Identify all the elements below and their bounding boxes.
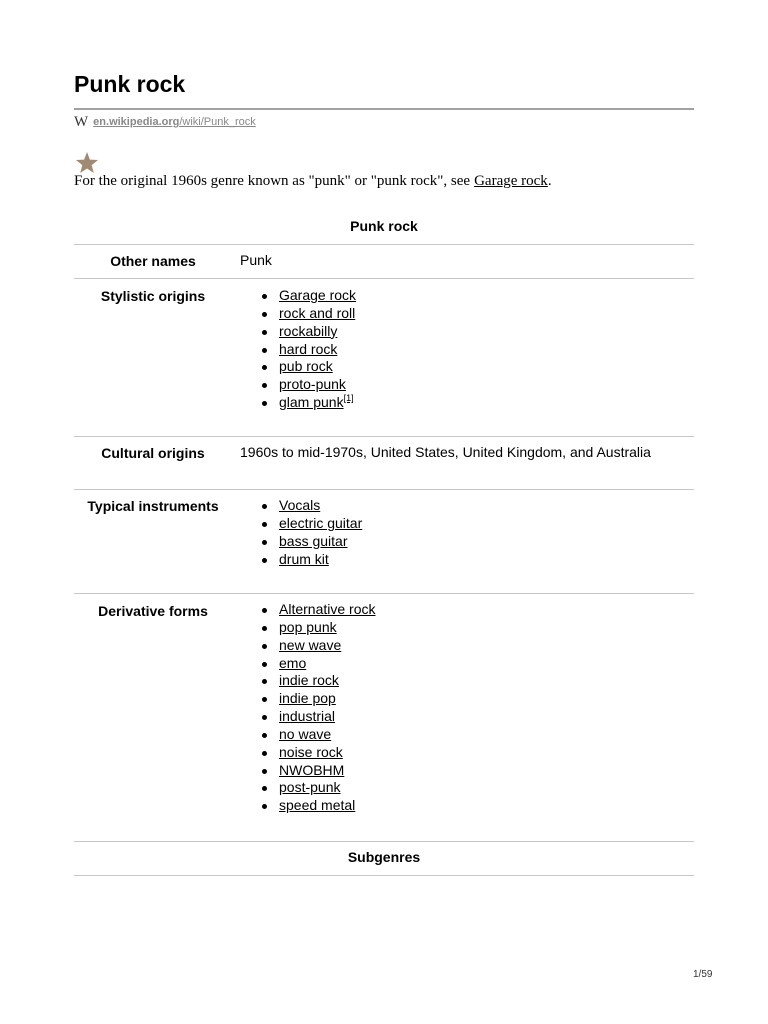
citation-link[interactable]: [1] bbox=[343, 393, 354, 404]
infobox-divider bbox=[74, 593, 694, 594]
other-names-label: Other names bbox=[110, 253, 196, 269]
wikipedia-logo-icon: W bbox=[74, 114, 89, 130]
instrument-link[interactable]: electric guitar bbox=[279, 514, 363, 531]
stylistic-origins-label: Stylistic origins bbox=[100, 288, 206, 304]
genre-link[interactable]: Garage rock bbox=[279, 287, 357, 303]
hatnote bbox=[74, 173, 552, 190]
typical-instruments-list bbox=[258, 497, 362, 568]
infobox-divider bbox=[74, 841, 694, 842]
infobox-divider bbox=[74, 436, 694, 437]
page-number: 1/59 bbox=[693, 969, 713, 980]
list-item bbox=[258, 797, 375, 815]
hatnote-end: . bbox=[547, 173, 552, 189]
list-item bbox=[258, 533, 362, 551]
list-item bbox=[258, 358, 356, 376]
list-item bbox=[258, 744, 375, 762]
list-item bbox=[258, 726, 375, 744]
instrument-link[interactable]: drum kit bbox=[279, 550, 329, 567]
list-item bbox=[258, 323, 356, 341]
subgenres-heading: Subgenres bbox=[347, 849, 421, 865]
genre-link[interactable]: indie pop bbox=[279, 690, 336, 707]
derivative-forms-label: Derivative forms bbox=[98, 603, 208, 619]
source-link[interactable] bbox=[93, 116, 256, 128]
stylistic-origins-list bbox=[258, 287, 356, 412]
list-item bbox=[258, 672, 375, 690]
derivative-forms-list bbox=[258, 601, 375, 815]
genre-link[interactable]: noise rock bbox=[279, 743, 343, 760]
genre-link[interactable]: hard rock bbox=[279, 340, 338, 357]
genre-link[interactable]: emo bbox=[279, 654, 307, 671]
title-divider bbox=[74, 108, 694, 110]
source-path: /wiki/Punk_rock bbox=[179, 116, 256, 128]
list-item bbox=[258, 762, 375, 780]
genre-link[interactable]: glam punk bbox=[279, 394, 344, 411]
cultural-origins-label: Cultural origins bbox=[101, 445, 205, 461]
infobox-divider bbox=[74, 244, 694, 245]
list-item bbox=[258, 690, 375, 708]
other-names-value: Punk bbox=[240, 252, 272, 268]
genre-link[interactable]: proto-punk bbox=[279, 376, 346, 393]
list-item bbox=[258, 305, 356, 323]
list-item bbox=[258, 515, 362, 533]
list-item bbox=[258, 619, 375, 637]
page-title: Punk rock bbox=[74, 71, 186, 97]
typical-instruments-label: Typical instruments bbox=[87, 498, 219, 514]
list-item bbox=[258, 394, 356, 412]
genre-link[interactable]: post-punk bbox=[279, 779, 341, 796]
list-item bbox=[258, 655, 375, 673]
genre-link[interactable]: no wave bbox=[279, 725, 332, 742]
list-item bbox=[258, 708, 375, 726]
genre-link[interactable]: indie rock bbox=[279, 672, 339, 689]
source-domain: en.wikipedia.org bbox=[93, 116, 180, 128]
genre-link[interactable]: NWOBHM bbox=[279, 761, 345, 778]
instrument-link[interactable]: Vocals bbox=[279, 497, 321, 513]
source-line bbox=[74, 114, 256, 131]
list-item bbox=[258, 497, 362, 515]
list-item bbox=[258, 341, 356, 359]
list-item bbox=[258, 601, 375, 619]
genre-link[interactable]: pub rock bbox=[279, 358, 333, 375]
hatnote-text: For the original 1960s genre known as "punk" or "punk rock", see bbox=[74, 173, 471, 189]
genre-link[interactable]: rockabilly bbox=[279, 322, 338, 339]
star-icon bbox=[75, 151, 99, 175]
genre-link[interactable]: speed metal bbox=[279, 797, 356, 814]
list-item bbox=[258, 376, 356, 394]
genre-link[interactable]: Alternative rock bbox=[279, 601, 376, 617]
cultural-origins-value: 1960s to mid-1970s, United States, United Kingdom, and Australia bbox=[240, 444, 651, 460]
infobox-title: Punk rock bbox=[350, 218, 418, 234]
infobox-divider bbox=[74, 489, 694, 490]
list-item bbox=[258, 551, 362, 569]
list-item bbox=[258, 637, 375, 655]
infobox-divider bbox=[74, 278, 694, 279]
infobox-divider bbox=[74, 875, 694, 876]
instrument-link[interactable]: bass guitar bbox=[279, 532, 348, 549]
genre-link[interactable]: rock and roll bbox=[279, 304, 356, 321]
list-item bbox=[258, 779, 375, 797]
genre-link[interactable]: new wave bbox=[279, 636, 342, 653]
list-item bbox=[258, 287, 356, 305]
garage-rock-link[interactable]: Garage rock bbox=[474, 173, 548, 189]
genre-link[interactable]: pop punk bbox=[279, 618, 337, 635]
genre-link[interactable]: industrial bbox=[279, 708, 336, 725]
